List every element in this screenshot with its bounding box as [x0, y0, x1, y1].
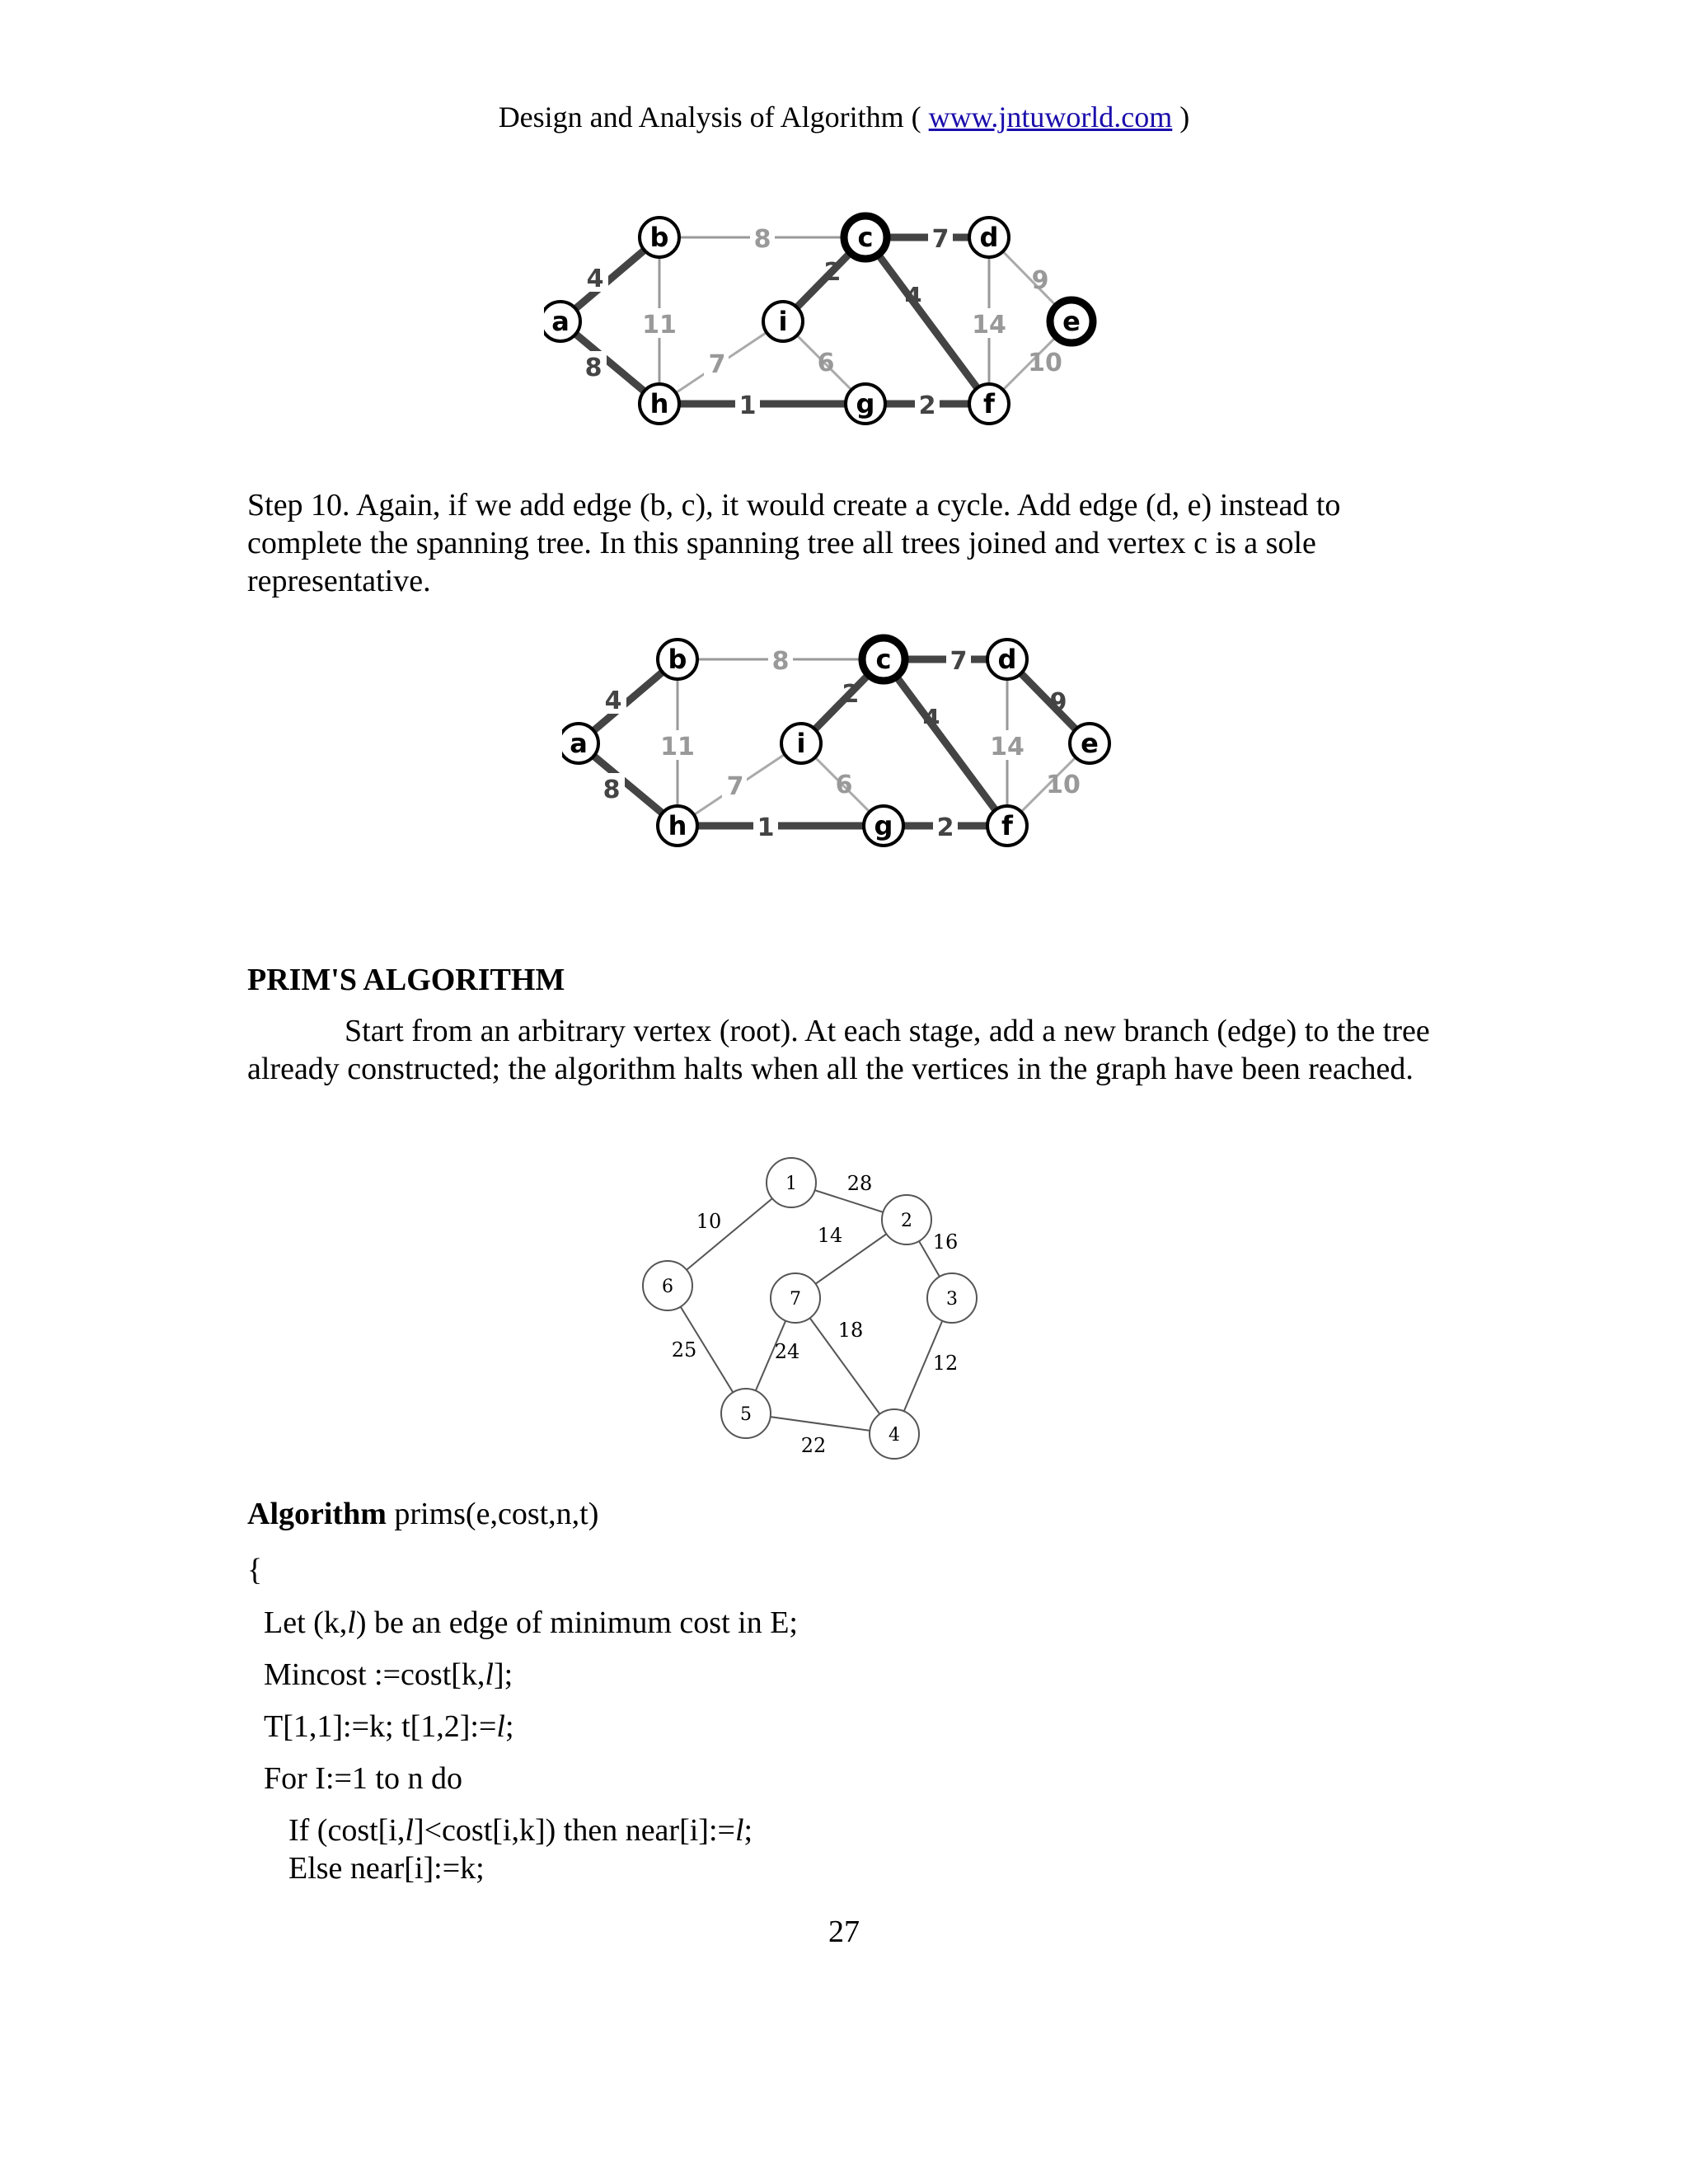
prim-description: Start from an arbitrary vertex (root). At each stage, add a new branch (edge) to the tree already constructed; the algorithm halts when all the vertices in the graph have been reached.: [247, 1014, 1430, 1086]
node-label: e: [1081, 728, 1099, 759]
node-label: c: [857, 222, 874, 253]
code-var: l: [405, 1813, 414, 1848]
code-text: T[1,1]:=k; t[1,2]:=: [264, 1709, 497, 1744]
weight-label: 4: [904, 283, 922, 312]
node-label: 6: [662, 1277, 673, 1297]
weight-label: 7: [931, 225, 950, 254]
node-label: 5: [740, 1404, 752, 1425]
node-label: e: [1062, 306, 1081, 337]
node-label: f: [1001, 810, 1013, 841]
weight-label: 10: [1046, 771, 1081, 799]
node-label: d: [979, 222, 999, 253]
code-text: ]<cost[i,k]) then near[i]:=: [413, 1813, 735, 1848]
algorithm-line-2: [264, 1656, 1467, 1694]
weight-label: 16: [932, 1230, 959, 1254]
weight-label: 28: [846, 1172, 873, 1195]
kruskal-graph-step10: [562, 628, 1139, 859]
weight-label: 4: [604, 687, 622, 715]
weight-label: 11: [660, 733, 695, 762]
code-var: l: [347, 1605, 356, 1640]
page-header: [0, 97, 1688, 137]
weight-label: 22: [800, 1434, 827, 1457]
code-text: Let (k,: [264, 1605, 348, 1640]
header-suffix: ): [1172, 101, 1190, 134]
code-text: Mincost :=cost[k,: [264, 1657, 485, 1692]
node-label: a: [570, 728, 588, 759]
algorithm-name: prims(e,cost,n,t): [386, 1497, 599, 1531]
prim-graph: [626, 1146, 1006, 1475]
weight-label: 11: [642, 311, 677, 340]
code-text: ;: [743, 1813, 753, 1848]
page-number: 27: [828, 1915, 860, 1949]
algorithm-line-3: [264, 1708, 1467, 1746]
weight-label: 7: [708, 350, 726, 379]
weight-label: 12: [932, 1352, 959, 1375]
weight-label: 8: [584, 354, 603, 382]
weight-label: 1: [757, 813, 775, 842]
code-var: l: [485, 1657, 494, 1692]
node-label: c: [875, 644, 892, 675]
node-label: 4: [889, 1425, 900, 1446]
weight-label: 9: [1049, 688, 1067, 717]
node-label: 7: [790, 1289, 801, 1310]
weight-label: 8: [603, 776, 621, 804]
algorithm-line-5: [288, 1811, 1492, 1849]
node-label: 3: [946, 1289, 958, 1310]
weight-label: 2: [936, 813, 954, 842]
node-label: h: [668, 810, 687, 841]
weight-label: 6: [817, 349, 835, 377]
weight-label: 7: [726, 772, 744, 801]
kruskal-graph-step9: [544, 206, 1121, 437]
code-text: ];: [493, 1657, 513, 1692]
node-label: b: [668, 644, 687, 675]
node-label: f: [983, 388, 995, 419]
weight-label: 24: [774, 1340, 800, 1363]
node-label: i: [778, 306, 788, 337]
weight-label: 8: [771, 647, 790, 676]
weight-label: 14: [990, 733, 1025, 762]
weight-label: 9: [1031, 266, 1049, 295]
node-label: d: [997, 644, 1017, 675]
weight-label: 7: [950, 647, 968, 676]
node-label: g: [874, 810, 893, 841]
node-label: h: [649, 388, 669, 419]
weight-label: 8: [753, 225, 771, 254]
algorithm-line-6: Else near[i]:=k;: [288, 1851, 485, 1886]
node-label: 1: [785, 1174, 797, 1194]
node-label: i: [796, 728, 806, 759]
algorithm-line-4: For I:=1 to n do: [264, 1761, 462, 1796]
code-text: ) be an edge of minimum cost in E;: [355, 1605, 798, 1640]
code-text: If (cost[i,: [288, 1813, 406, 1848]
weight-label: 14: [817, 1224, 843, 1247]
code-var: l: [734, 1813, 744, 1848]
weight-label: 14: [972, 311, 1006, 340]
weight-label: 2: [918, 391, 936, 420]
algorithm-signature: [247, 1495, 1451, 1533]
node-label: b: [649, 222, 669, 253]
edge-c-f: [865, 237, 989, 404]
node-label: a: [551, 306, 570, 337]
header-link[interactable]: www.jntuworld.com: [928, 101, 1173, 134]
code-text: ;: [504, 1709, 514, 1744]
header-title: Design and Analysis of Algorithm (: [498, 101, 929, 134]
weight-label: 1: [738, 391, 757, 420]
node-label: 2: [901, 1211, 912, 1231]
algorithm-keyword: Algorithm: [247, 1497, 387, 1531]
weight-label: 10: [696, 1210, 722, 1233]
node-label: g: [856, 388, 875, 419]
weight-label: 25: [671, 1338, 697, 1361]
weight-label: 4: [922, 705, 940, 733]
weight-label: 10: [1028, 349, 1062, 377]
algorithm-line-1: [264, 1604, 1467, 1642]
weight-label: 2: [842, 680, 860, 709]
step10-paragraph: Step 10. Again, if we add edge (b, c), it would create a cycle. Add edge (d, e) instead to complete the spanning tree. In this spanning tree all trees joined and vertex c is a sole representative.: [247, 488, 1341, 598]
weight-label: 4: [586, 265, 604, 293]
prim-heading: PRIM'S ALGORITHM: [247, 963, 565, 997]
weight-label: 2: [823, 258, 842, 287]
weight-label: 18: [837, 1319, 864, 1342]
code-var: l: [496, 1709, 505, 1744]
algorithm-open-brace: {: [247, 1553, 263, 1587]
weight-label: 6: [835, 771, 853, 799]
